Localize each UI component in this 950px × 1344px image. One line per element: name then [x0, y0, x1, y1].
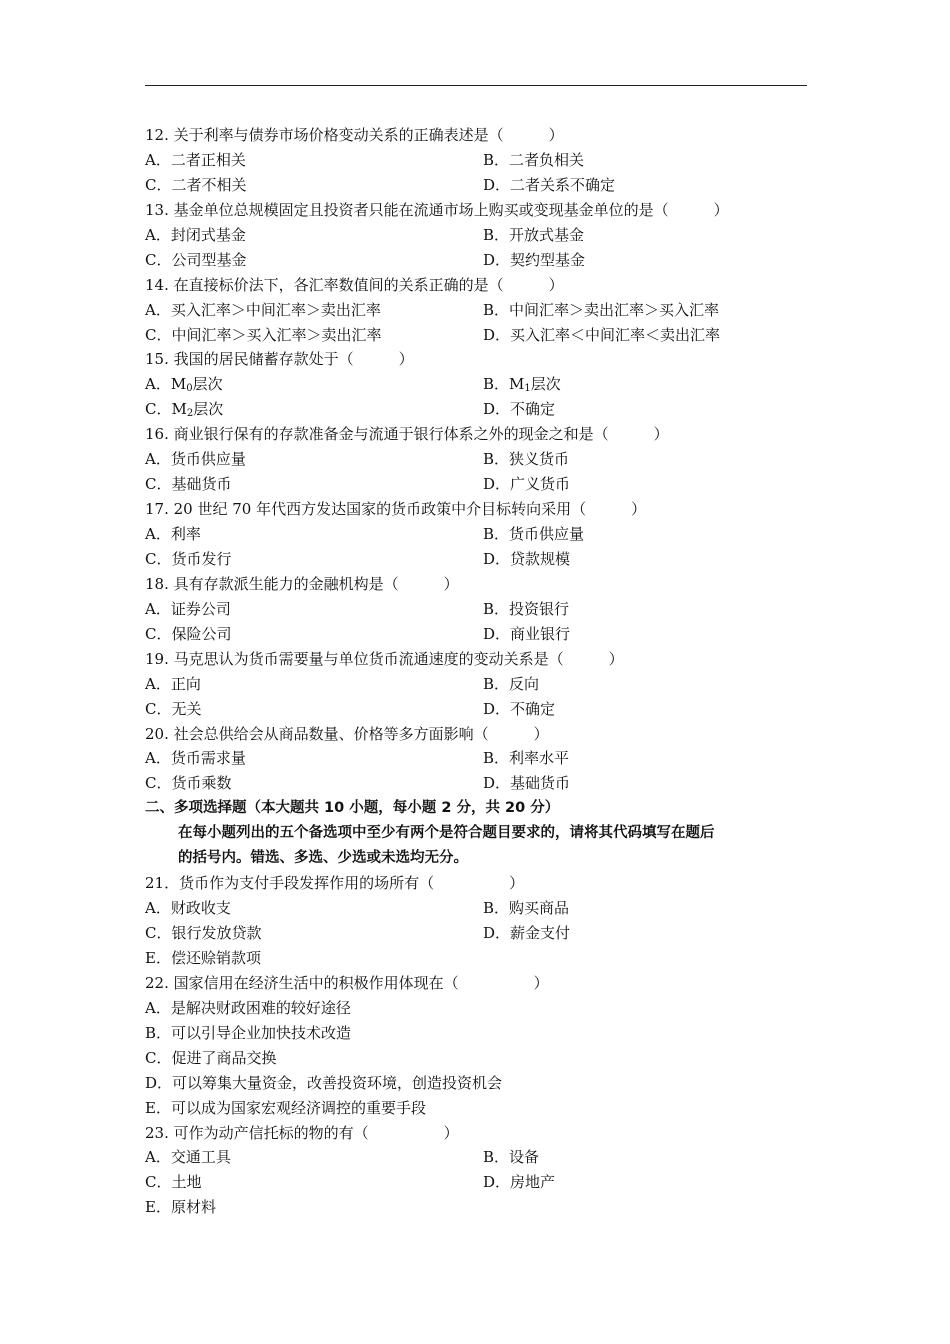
q16-option-b: B．狭义货币 — [483, 450, 570, 469]
q17-option-a: A．利率 — [145, 525, 201, 543]
q23-option-c: C．土地 — [145, 1173, 202, 1192]
question-16-options-row-1 — [145, 447, 810, 472]
q22-option-b: B．可以引导企业加快技术改造 — [145, 1023, 352, 1042]
q23-option-b: B．设备 — [483, 1148, 540, 1167]
question-13-options-row-2 — [145, 248, 810, 273]
q15-option-c — [145, 397, 223, 422]
q12-option-c: C．二者不相关 — [145, 175, 247, 194]
q17-option-d: D．贷款规模 — [483, 549, 571, 568]
exam-page — [145, 123, 810, 1220]
q20-option-c: C．货币乘数 — [145, 774, 232, 793]
q15-b-prefix: B．M — [483, 375, 525, 394]
q13-option-b: B．开放式基金 — [483, 225, 585, 244]
question-13-stem: 13. 基金单位总规模固定且投资者只能在流通市场上购买或变现基金单位的是（ ） — [145, 200, 729, 219]
question-20-options-row-1 — [145, 746, 810, 771]
question-13-options-row-1 — [145, 223, 810, 248]
q15-option-d: D．不确定 — [483, 400, 556, 419]
q14-option-c: C．中间汇率＞买入汇率＞卖出汇率 — [145, 325, 382, 344]
q23-option-a: A．交通工具 — [145, 1148, 231, 1167]
question-16-options-row-2 — [145, 472, 810, 497]
q15-a-suffix: 层次 — [192, 375, 223, 394]
header-rule — [145, 85, 807, 86]
q14-option-d: D．买入汇率＜中间汇率＜卖出汇率 — [483, 325, 721, 344]
question-14-options-row-1 — [145, 298, 810, 323]
q20-option-a: A．货币需求量 — [145, 749, 246, 768]
q15-option-b — [483, 372, 561, 397]
section-2-instruction-line-1: 在每小题列出的五个备选项中至少有两个是符合题目要求的，请将其代码填写在题后 — [178, 825, 715, 842]
question-23-options-row-1 — [145, 1145, 810, 1170]
q23-option-e: E．原材料 — [145, 1198, 216, 1217]
question-17-options-row-1 — [145, 522, 810, 547]
q18-option-c: C．保险公司 — [145, 624, 232, 643]
question-18-options-row-1 — [145, 597, 810, 622]
question-18-options-row-2 — [145, 622, 810, 647]
question-21-stem: 21．货币作为支付手段发挥作用的场所有（ ） — [145, 874, 525, 893]
question-15-options-row-2 — [145, 397, 810, 422]
q18-option-d: D．商业银行 — [483, 624, 571, 643]
q15-a-prefix: A．M — [145, 375, 187, 394]
question-16-stem: 16. 商业银行保有的存款准备金与流通于银行体系之外的现金之和是（ ） — [145, 425, 669, 444]
q16-option-a: A．货币供应量 — [145, 450, 246, 469]
question-19-options-row-2 — [145, 697, 810, 722]
q14-option-b: B．中间汇率＞卖出汇率＞买入汇率 — [483, 300, 720, 319]
section-2-instruction-line-2: 的括号内。错选、多选、少选或未选均无分。 — [178, 850, 468, 867]
q15-a-subscript: 0 — [186, 383, 193, 395]
q13-option-c: C．公司型基金 — [145, 250, 247, 269]
q15-b-suffix: 层次 — [530, 375, 561, 394]
q20-option-d: D．基础货币 — [483, 774, 571, 793]
q15-option-a — [145, 372, 223, 397]
q22-option-d: D．可以筹集大量资金，改善投资环境，创造投资机会 — [145, 1073, 503, 1092]
question-19-options-row-1 — [145, 672, 810, 697]
question-19-stem: 19. 马克思认为货币需要量与单位货币流通速度的变动关系是（ ） — [145, 649, 624, 668]
q21-option-b: B．购买商品 — [483, 899, 570, 918]
q21-option-c: C．银行发放贷款 — [145, 924, 262, 942]
q19-option-a: A．正向 — [145, 674, 201, 693]
q19-option-d: D．不确定 — [483, 699, 556, 718]
q14-option-a: A．买入汇率＞中间汇率＞卖出汇率 — [145, 300, 381, 319]
question-23-stem: 23. 可作为动产信托标的物的有（ ） — [145, 1123, 459, 1142]
q23-option-d: D．房地产 — [483, 1173, 556, 1192]
question-18-stem: 18. 具有存款派生能力的金融机构是（ ） — [145, 574, 459, 593]
question-14-stem: 14. 在直接标价法下，各汇率数值间的关系正确的是（ ） — [145, 275, 564, 294]
question-15-options-row-1 — [145, 372, 810, 397]
q20-option-b: B．利率水平 — [483, 749, 570, 768]
q16-option-d: D．广义货币 — [483, 475, 571, 494]
question-21-options-row-2 — [145, 921, 810, 946]
q22-option-c: C．促进了商品交换 — [145, 1048, 277, 1067]
q17-option-c: C．货币发行 — [145, 549, 232, 568]
question-17-stem: 17. 20 世纪 70 年代西方发达国家的货币政策中介目标转向采用（ ） — [145, 500, 647, 519]
q16-option-c: C．基础货币 — [145, 475, 232, 494]
q13-option-d: D．契约型基金 — [483, 250, 586, 269]
q22-option-a: A．是解决财政困难的较好途径 — [145, 998, 351, 1017]
question-20-options-row-2 — [145, 771, 810, 796]
q21-option-e: E．偿还赊销款项 — [145, 948, 261, 967]
question-14-options-row-2 — [145, 323, 810, 348]
question-20-stem: 20. 社会总供给会从商品数量、价格等多方面影响（ ） — [145, 724, 549, 743]
q17-option-b: B．货币供应量 — [483, 525, 585, 543]
question-12-options-row-1 — [145, 148, 810, 173]
question-12-options-row-2 — [145, 173, 810, 198]
q15-c-prefix: C．M — [145, 400, 187, 419]
q18-option-a: A．证券公司 — [145, 599, 231, 618]
q15-b-subscript: 1 — [524, 383, 531, 395]
q12-option-b: B．二者负相关 — [483, 150, 585, 169]
section-2-title: 二、多项选择题（本大题共 10 小题，每小题 2 分，共 20 分） — [145, 800, 560, 817]
q21-option-a: A．财政收支 — [145, 899, 231, 918]
question-23-options-row-2 — [145, 1170, 810, 1195]
q12-option-a: A．二者正相关 — [145, 150, 246, 169]
question-15-stem: 15. 我国的居民储蓄存款处于（ ） — [145, 350, 414, 369]
q15-c-suffix: 层次 — [193, 400, 224, 419]
q19-option-b: B．反向 — [483, 674, 540, 693]
q13-option-a: A．封闭式基金 — [145, 225, 246, 244]
q12-option-d: D．二者关系不确定 — [483, 175, 616, 194]
question-17-options-row-2 — [145, 547, 810, 572]
question-22-stem: 22. 国家信用在经济生活中的积极作用体现在（ ） — [145, 973, 549, 992]
q21-option-d: D．薪金支付 — [483, 924, 571, 942]
q19-option-c: C．无关 — [145, 699, 202, 718]
question-21-options-row-1 — [145, 896, 810, 921]
q18-option-b: B．投资银行 — [483, 599, 570, 618]
q15-c-subscript: 2 — [186, 408, 194, 420]
question-12-stem: 12. 关于利率与债券市场价格变动关系的正确表述是（ ） — [145, 126, 564, 144]
q22-option-e: E．可以成为国家宏观经济调控的重要手段 — [145, 1098, 426, 1117]
